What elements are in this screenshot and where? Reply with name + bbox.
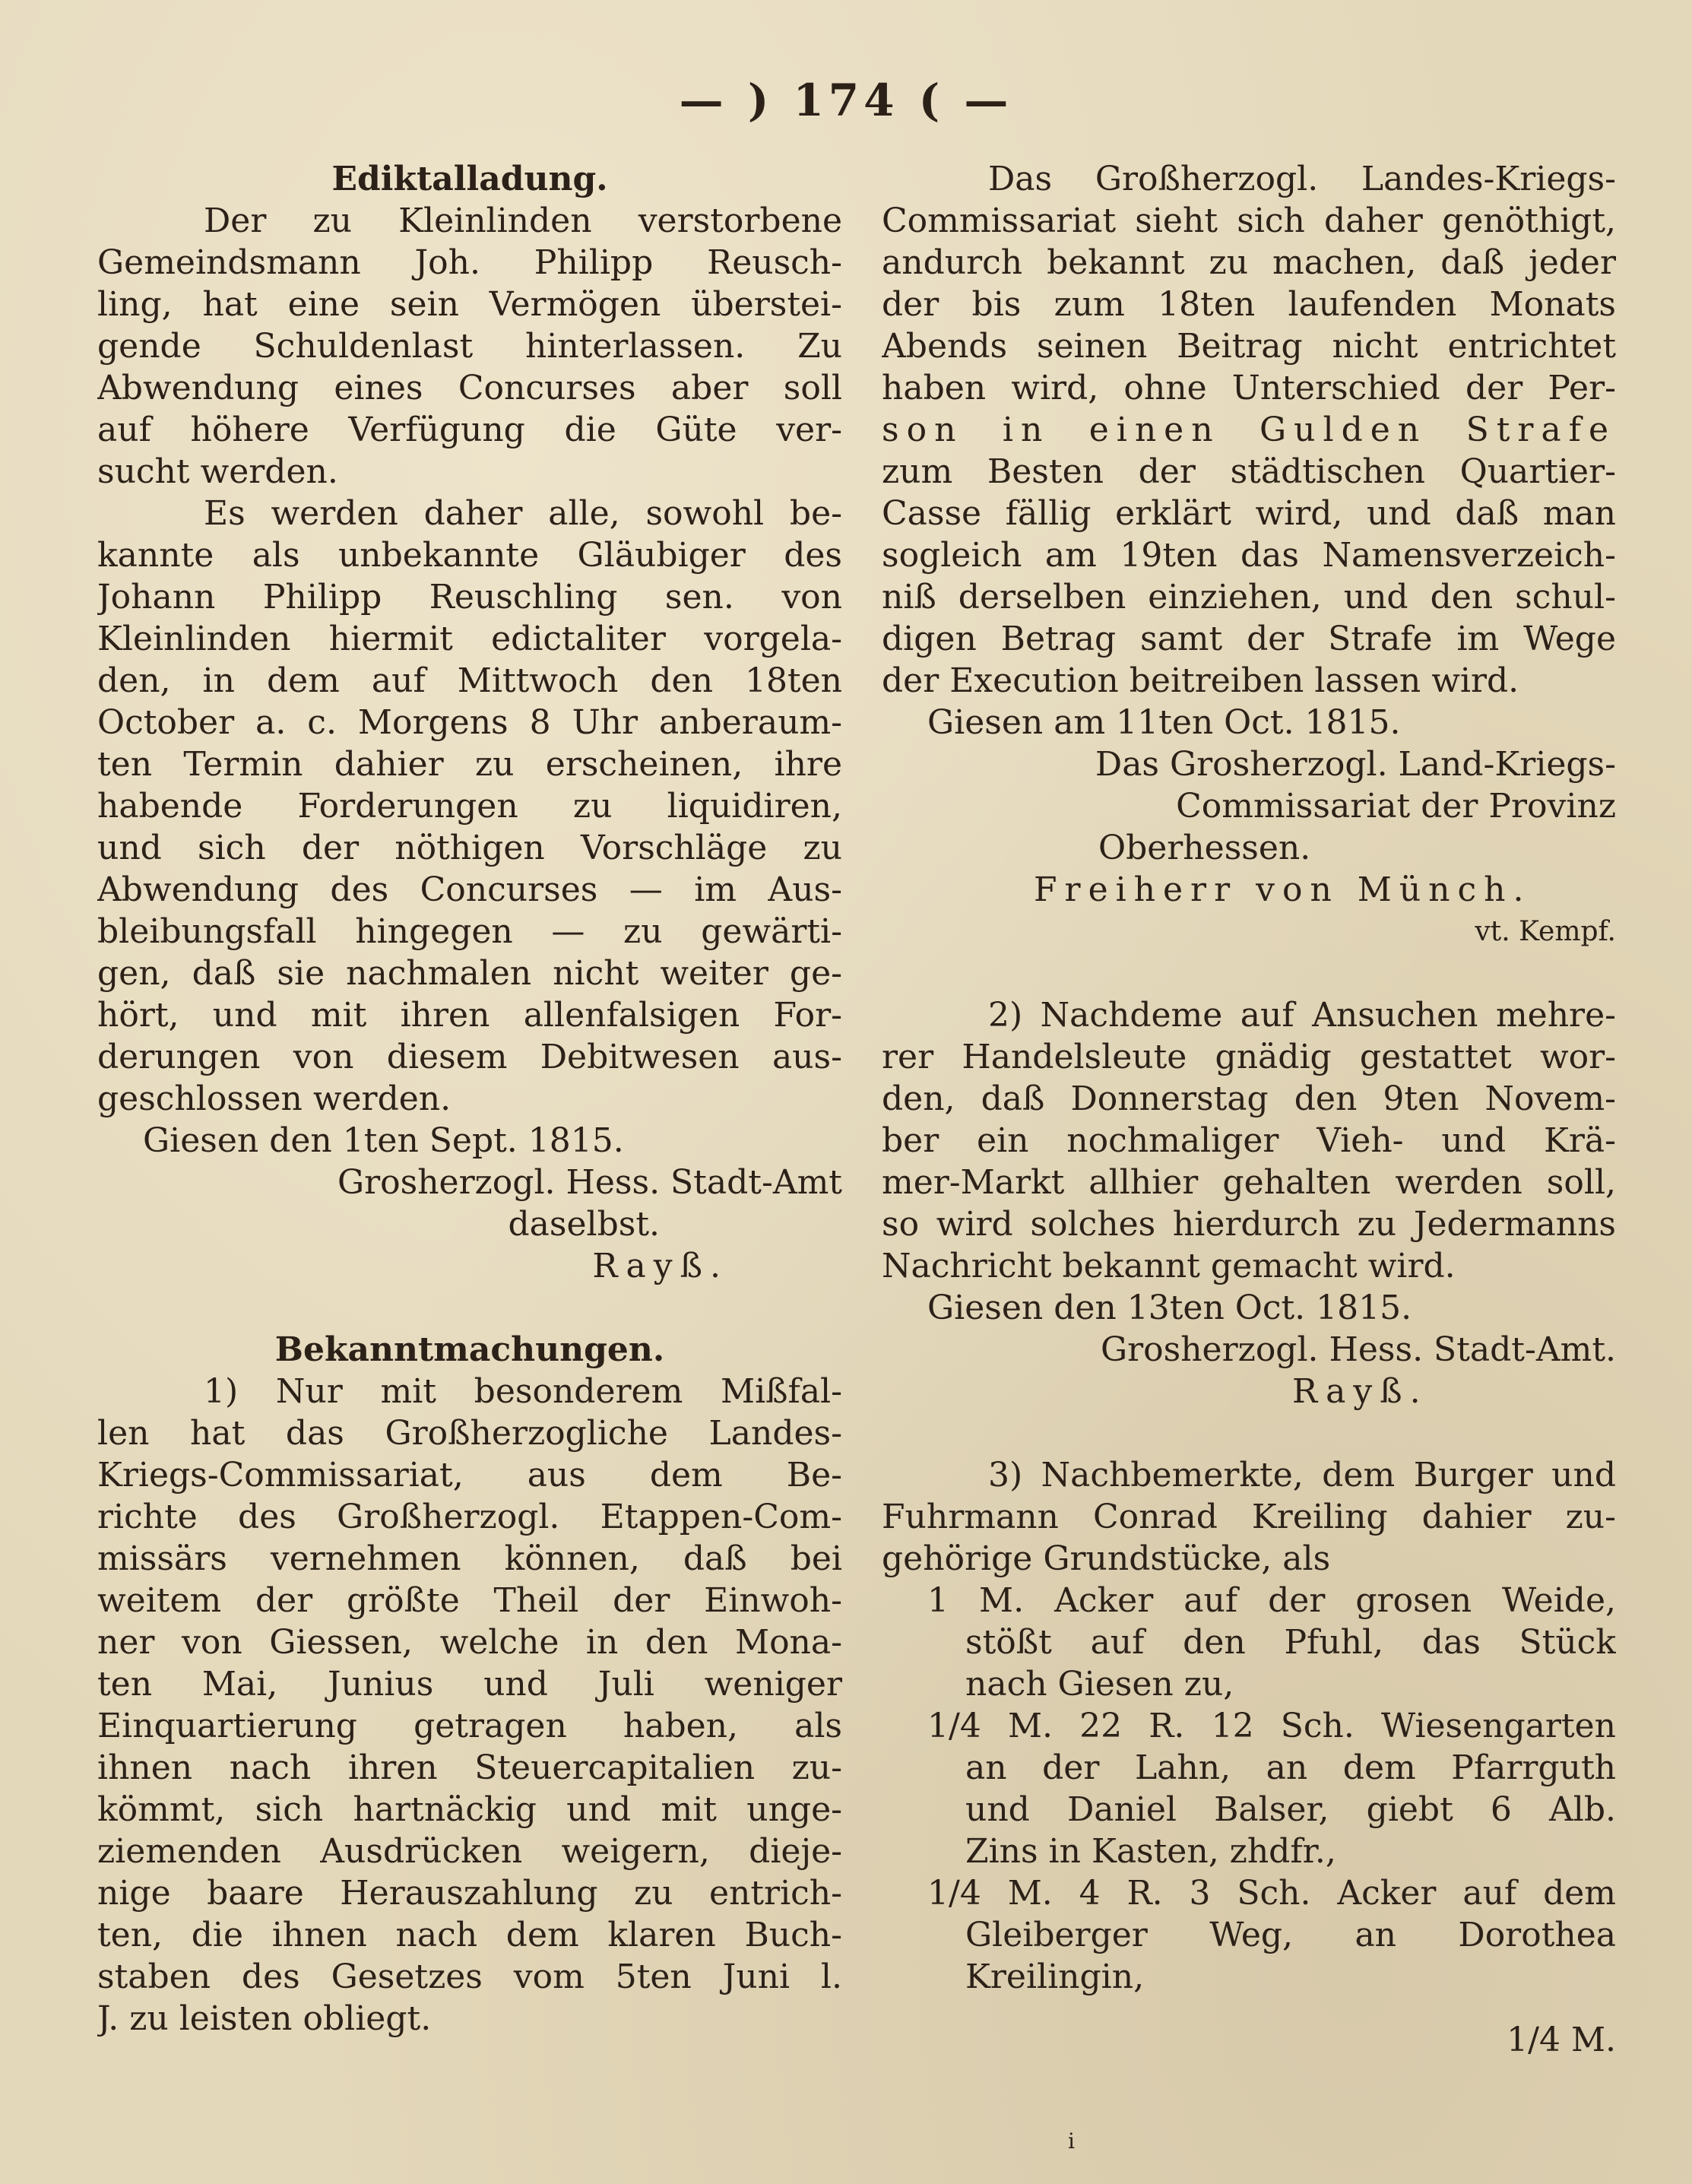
text-line: richte des Großherzogl. Etappen-Com- (97, 1498, 842, 1536)
text-line: Gemeindsmann Joh. Philipp Reusch- (97, 243, 842, 282)
continued-signature-name: Freiherr von Münch. (1034, 870, 1532, 909)
text-line: den, in dem auf Mittwoch den 18ten (97, 661, 842, 700)
text-line: Das Großherzogl. Landes-Kriegs- (988, 160, 1616, 198)
text-line: 2) Nachdeme auf Ansuchen mehre- (988, 996, 1616, 1035)
text-line: gehörige Grundstücke, als (882, 1539, 1331, 1578)
text-line: der bis zum 18ten laufenden Monats (882, 285, 1616, 324)
list-item: Gleiberger Weg, an Dorothea (965, 1916, 1616, 1954)
text-line: son in einen Gulden Strafe (882, 410, 1616, 449)
continued-signature-countersign: vt. Kempf. (1475, 916, 1616, 947)
text-line: kömmt, sich hartnäckig und mit unge- (97, 1790, 842, 1829)
announcement-2-date: Giesen den 13ten Oct. 1815. (927, 1289, 1412, 1327)
text-line: Abwendung des Concurses — im Aus- (97, 870, 842, 909)
text-line: 1) Nur mit besonderem Mißfal- (204, 1372, 842, 1411)
text-line: rer Handelsleute gnädig gestattet wor- (882, 1038, 1616, 1076)
edict-heading: Ediktalladung. (331, 160, 608, 198)
list-item: nach Giesen zu, (965, 1665, 1234, 1704)
spacer (97, 1287, 842, 1329)
text-line: zum Besten der städtischen Quartier- (882, 452, 1616, 491)
spacer (882, 953, 1616, 994)
text-line: den, daß Donnerstag den 9ten Novem- (882, 1079, 1616, 1118)
text-line: sogleich am 19ten das Namensverzeich- (882, 536, 1616, 575)
left-column (97, 158, 842, 2040)
text-line: ten Mai, Junius und Juli weniger (97, 1665, 842, 1704)
announcement-1 (97, 1371, 842, 2040)
text-line: weitem der größte Theil der Einwoh- (97, 1581, 842, 1620)
text-line: Johann Philipp Reuschling sen. von (97, 578, 842, 617)
text-line: Commissariat sieht sich daher genöthigt, (882, 201, 1616, 240)
text-line: habende Forderungen zu liquidiren, (97, 787, 842, 826)
edict-paragraph-1 (97, 200, 842, 493)
text-line: ling, hat eine sein Vermögen überstei- (97, 285, 842, 324)
continued-signature-commissariat: Commissariat der Provinz (1176, 787, 1616, 826)
text-line: gende Schuldenlast hinterlassen. Zu (97, 327, 842, 366)
list-item: stößt auf den Pfuhl, das Stück (965, 1623, 1616, 1662)
list-item: 1 M. Acker auf der grosen Weide, (927, 1581, 1616, 1620)
text-line: bleibungsfall hingegen — zu gewärti- (97, 912, 842, 951)
announcement-2-signature-office: Grosherzogl. Hess. Stadt-Amt. (1100, 1330, 1616, 1369)
text-line: len hat das Großherzogliche Landes- (97, 1414, 842, 1453)
property-list (882, 1580, 1616, 1998)
text-line: missärs vernehmen können, daß bei (97, 1539, 842, 1578)
text-line: Es werden daher alle, sowohl be- (204, 494, 842, 533)
text-line: October a. c. Morgens 8 Uhr anberaum- (97, 703, 842, 742)
text-line: mer-Markt allhier gehalten werden soll, (882, 1163, 1616, 1202)
text-line: Nachricht bekannt gemacht wird. (882, 1247, 1456, 1285)
text-line: und sich der nöthigen Vorschläge zu (97, 829, 842, 867)
text-line: haben wird, ohne Unterschied der Per- (882, 369, 1616, 407)
text-line: digen Betrag samt der Strafe im Wege (882, 620, 1616, 658)
text-line: Abends seinen Beitrag nicht entrichtet (882, 327, 1616, 366)
announcement-2-signature-name: Rayß. (1292, 1372, 1428, 1411)
text-line: J. zu leisten obliegt. (97, 1999, 432, 2038)
continued-signature-province: Oberhessen. (1098, 829, 1311, 867)
text-line: Kriegs-Commissariat, aus dem Be- (97, 1456, 842, 1495)
text-line: ihnen nach ihren Steuercapitalien zu- (97, 1748, 842, 1787)
text-line: Abwendung eines Concurses aber soll (97, 369, 842, 407)
list-item: 1/4 M. 22 R. 12 Sch. Wiesengarten (927, 1707, 1616, 1745)
text-line: 3) Nachbemerkte, dem Burger und (988, 1456, 1616, 1495)
text-line: hört, und mit ihren allenfalsigen For- (97, 996, 842, 1035)
text-line: auf höhere Verfügung die Güte ver- (97, 410, 842, 449)
list-item: Zins in Kasten, zhdfr., (965, 1832, 1336, 1871)
text-line: andurch bekannt zu machen, daß jeder (882, 243, 1616, 282)
printer-mark: i (1068, 2129, 1075, 2154)
list-item: und Daniel Balser, giebt 6 Alb. (965, 1790, 1616, 1829)
edict-signature-place: daselbst. (508, 1205, 660, 1244)
continued-paragraph (882, 158, 1616, 702)
text-line: niß derselben einziehen, und den schul- (882, 578, 1616, 617)
text-line: geschlossen werden. (97, 1079, 452, 1118)
text-line: kannte als unbekannte Gläubiger des (97, 536, 842, 575)
text-line: ber ein nochmaliger Vieh- und Krä- (882, 1121, 1616, 1160)
text-line: derungen von diesem Debitwesen aus- (97, 1038, 842, 1076)
text-line: Fuhrmann Conrad Kreiling dahier zu- (882, 1498, 1616, 1536)
edict-paragraph-2 (97, 493, 842, 1120)
text-line: ner von Giessen, welche in den Mona- (97, 1623, 842, 1662)
edict-date: Giesen den 1ten Sept. 1815. (143, 1121, 624, 1160)
spacer (882, 1998, 1616, 2019)
text-line: ten, die ihnen nach dem klaren Buch- (97, 1916, 842, 1954)
text-line: Einquartierung getragen haben, als (97, 1707, 842, 1745)
continued-date: Giesen am 11ten Oct. 1815. (927, 703, 1401, 742)
text-line: nige baare Herauszahlung zu entrich- (97, 1874, 842, 1913)
spacer (882, 1412, 1616, 1454)
text-line: ziemenden Ausdrücken weigern, dieje- (97, 1832, 842, 1871)
text-line: sucht werden. (97, 452, 338, 491)
page-number: — ) 174 ( — (679, 74, 1013, 126)
list-item: Kreilingin, (965, 1957, 1145, 1996)
text-line: staben des Gesetzes vom 5ten Juni l. (97, 1957, 842, 1996)
right-column (882, 158, 1616, 2061)
text-line: ten Termin dahier zu erscheinen, ihre (97, 745, 842, 784)
catchword: 1/4 M. (1507, 2021, 1616, 2059)
list-item: 1/4 M. 4 R. 3 Sch. Acker auf dem (927, 1874, 1616, 1913)
announcements-heading: Bekanntmachungen. (274, 1330, 665, 1369)
list-item: an der Lahn, an dem Pfarrguth (965, 1748, 1616, 1787)
announcement-3 (882, 1454, 1616, 1580)
text-line: der Execution beitreiben lassen wird. (882, 661, 1519, 700)
text-line: Kleinlinden hiermit edictaliter vorgela- (97, 620, 842, 658)
text-line: gen, daß sie nachmalen nicht weiter ge- (97, 954, 842, 993)
text-line: so wird solches hierdurch zu Jedermanns (882, 1205, 1616, 1244)
continued-signature-office: Das Grosherzogl. Land-Kriegs- (1095, 745, 1616, 784)
edict-signature-name: Rayß. (592, 1247, 728, 1285)
text-line: Der zu Kleinlinden verstorbene (204, 201, 842, 240)
announcement-2 (882, 994, 1616, 1287)
edict-signature-office: Grosherzogl. Hess. Stadt-Amt (337, 1163, 842, 1202)
text-line: Casse fällig erklärt wird, und daß man (882, 494, 1616, 533)
